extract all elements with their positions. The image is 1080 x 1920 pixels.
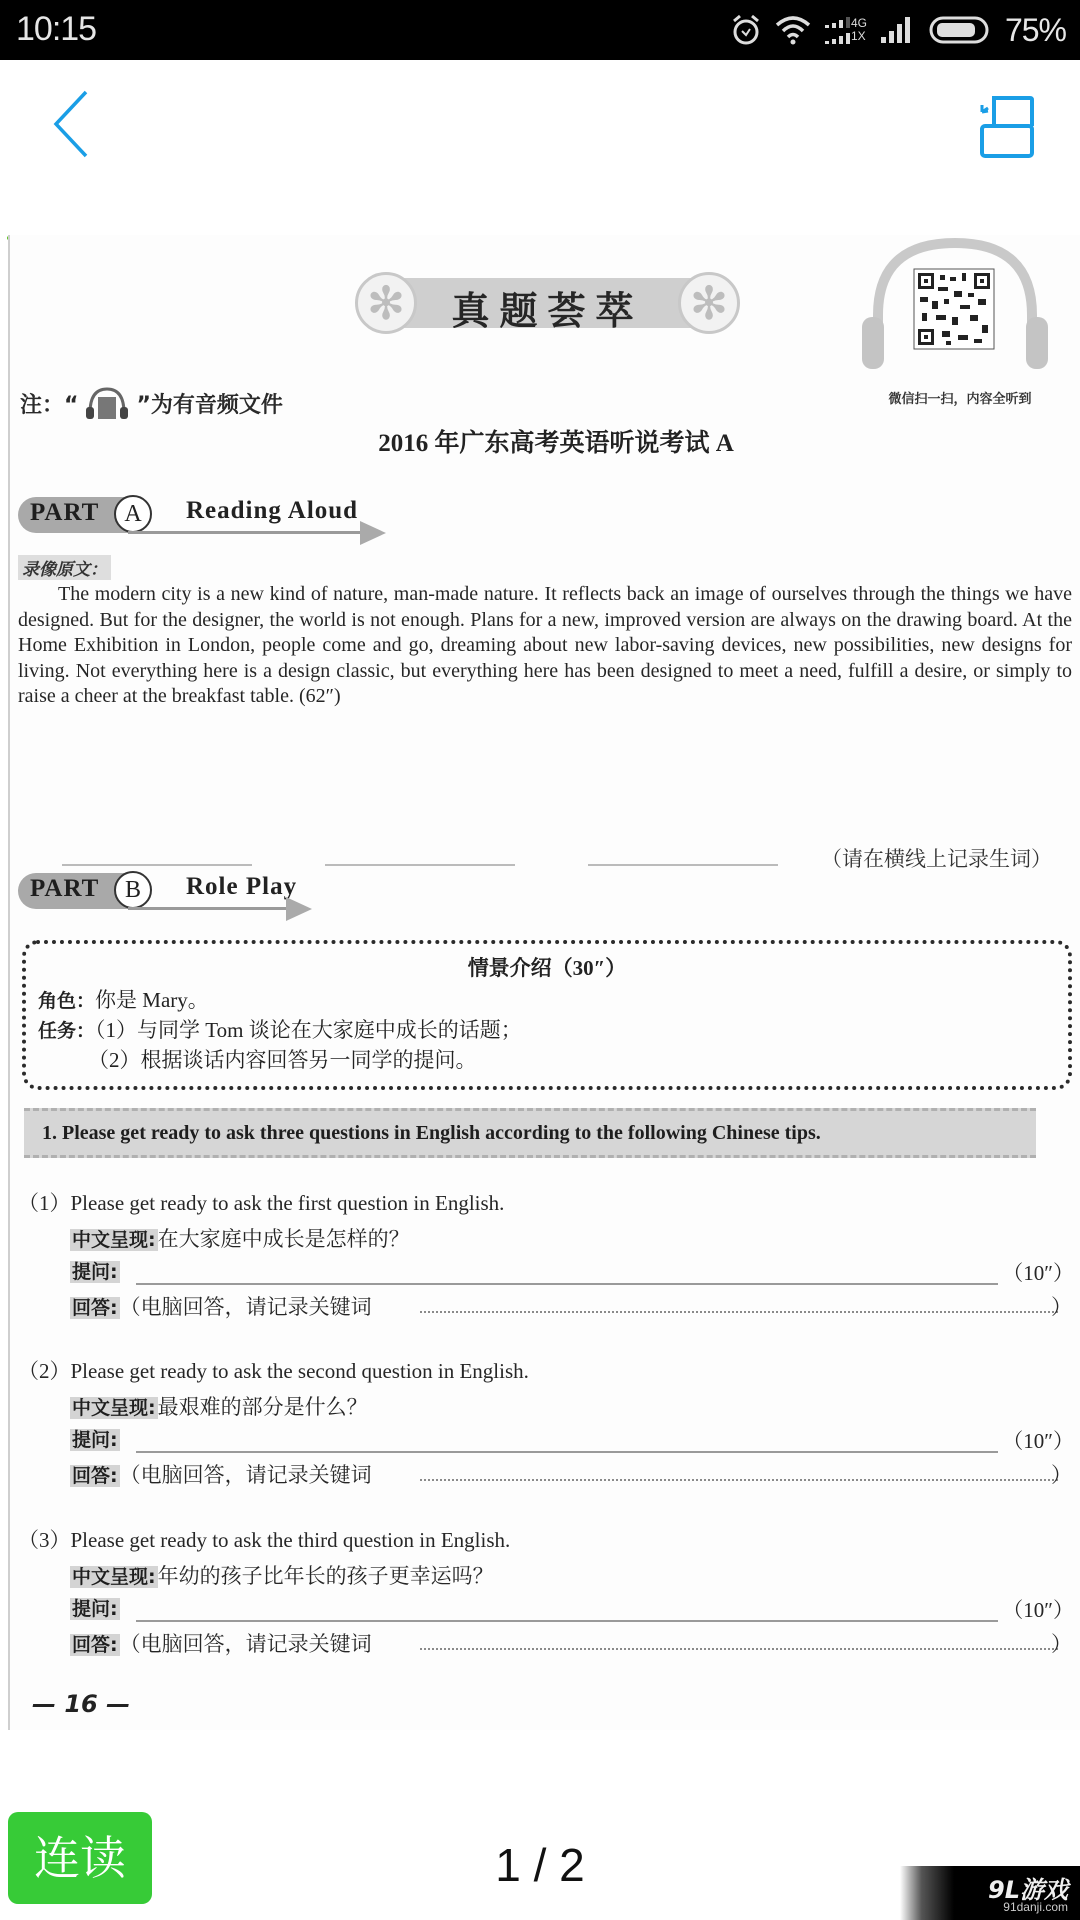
time-limit: （10″）	[1002, 1261, 1074, 1285]
ask-blank[interactable]	[136, 1620, 998, 1622]
ask-label-row	[70, 1594, 120, 1621]
arrow-right-icon	[360, 521, 386, 545]
cn-label: 中文呈现:	[72, 1566, 156, 1588]
chevron-left-icon	[48, 88, 98, 160]
scenario-task-2: （2）根据谈话内容回答另一同学的提问。	[88, 1048, 477, 1072]
answer-blank[interactable]	[420, 1479, 1058, 1481]
qr-headphones-graphic	[850, 235, 1060, 410]
headphones-icon	[850, 235, 1060, 385]
question-head: （1）Please get ready to ask the first question in English.	[18, 1191, 505, 1215]
note-prefix: 注：“	[20, 392, 79, 418]
answer-close: ）	[1051, 1295, 1072, 1319]
answer-row	[70, 1291, 372, 1321]
note-suffix: ”为有音频文件	[136, 392, 283, 418]
asterisk-icon: ✻	[678, 272, 740, 334]
answer-label: 回答:	[72, 1465, 118, 1487]
audio-file-icon	[82, 385, 132, 421]
continuous-read-button[interactable]: 连读	[8, 1812, 152, 1904]
rotate-screen-button[interactable]	[972, 90, 1036, 160]
time-limit: （10″）	[1002, 1598, 1074, 1622]
ask-blank[interactable]	[136, 1283, 998, 1285]
question-head: （2）Please get ready to ask the second question in English.	[18, 1359, 529, 1383]
part-a-header	[18, 493, 398, 537]
part-label: PART	[30, 499, 100, 526]
part-letter: B	[114, 871, 152, 909]
part-b-header	[18, 869, 318, 913]
task-text: （1）与同学 Tom 谈论在大家庭中成长的话题；	[95, 1018, 522, 1042]
scenario-title: 情景介绍（30″）	[467, 956, 627, 980]
scenario-task-1	[38, 1014, 522, 1044]
answer-text: （电脑回答，请记录关键词	[119, 1463, 372, 1487]
ask-label-row	[70, 1425, 120, 1452]
cn-text: 在大家庭中成长是怎样的？	[157, 1227, 410, 1251]
cn-text: 年幼的孩子比年长的孩子更幸运吗？	[157, 1564, 494, 1588]
part-underline	[128, 907, 288, 910]
asterisk-icon: ✻	[355, 272, 417, 334]
back-button[interactable]	[48, 88, 98, 160]
role-text: 你是 Mary。	[95, 988, 209, 1012]
net-type-top: 4G	[850, 16, 867, 30]
answer-label: 回答:	[72, 1297, 118, 1319]
battery-icon	[929, 15, 991, 45]
exam-title: 2016 年广东高考英语听说考试 A	[378, 430, 734, 457]
chinese-prompt	[70, 1391, 368, 1421]
page-indicator: 1 / 2	[495, 1839, 585, 1891]
part-title: Reading Aloud	[186, 497, 359, 524]
scenario-role	[38, 984, 209, 1014]
ask-blank[interactable]	[136, 1451, 998, 1453]
answer-row	[70, 1459, 372, 1489]
vocab-hint: （请在横线上记录生词）	[821, 847, 1052, 871]
answer-text: （电脑回答，请记录关键词	[119, 1632, 372, 1656]
chinese-prompt	[70, 1560, 494, 1590]
part-title: Role Play	[186, 873, 298, 900]
answer-label: 回答:	[72, 1634, 118, 1656]
banner-title: 真题荟萃	[451, 289, 644, 333]
signal-icon	[881, 15, 915, 45]
watermark	[900, 1866, 1080, 1920]
question-3	[10, 1524, 1080, 1694]
cn-text: 最艰难的部分是什么？	[157, 1395, 368, 1419]
net-type-bottom: 1X	[850, 29, 866, 43]
page-number: — 16 —	[32, 1690, 131, 1718]
source-label: 录像原文：	[18, 555, 111, 580]
watermark-logo: 9L游戏	[988, 1876, 1068, 1904]
answer-blank[interactable]	[420, 1311, 1058, 1313]
top-nav-bar	[0, 60, 1080, 190]
watermark-url: 91danji.com	[1003, 1900, 1068, 1914]
signal-4g-icon	[825, 15, 867, 45]
scenario-box	[22, 940, 1072, 1090]
ask-label: 提问:	[72, 1429, 118, 1451]
section-banner	[355, 272, 740, 334]
ask-label: 提问:	[72, 1261, 118, 1283]
vocab-blank-3[interactable]	[588, 864, 778, 866]
chinese-prompt	[70, 1223, 410, 1253]
answer-close: ）	[1051, 1632, 1072, 1656]
reading-passage: The modern city is a new kind of nature, man-made nature. It reflects back an image of ourselves through the things we have designed. But for the designer, the world is not enough. Plans for a new, improved version are always on the drawing board. At the Home Exhibition in London, people come and go, dreaming about new labor-saving devices, new possibilities, new designs for living. Not everything here is a design classic, but everything here has been designed to meet a need, fulfill a desire, or simply to raise a cheer at the breakfast table. (62″)	[18, 583, 1072, 707]
clock: 10:15	[16, 10, 97, 48]
battery-percent: 75%	[1004, 11, 1066, 48]
qr-caption: 微信扫一扫，内容全听到	[888, 392, 1032, 407]
question-head: （3）Please get ready to ask the third question in English.	[18, 1528, 511, 1552]
vocab-blank-1[interactable]	[62, 864, 252, 866]
answer-row	[70, 1628, 372, 1658]
time-limit: （10″）	[1002, 1429, 1074, 1453]
rotate-screen-icon	[972, 90, 1036, 160]
audio-note	[20, 385, 283, 421]
question-1	[10, 1187, 1080, 1357]
instruction-banner: 1. Please get ready to ask three questions in English according to the following Chinese tips.	[24, 1108, 1036, 1158]
question-2	[10, 1355, 1080, 1525]
arrow-right-icon	[286, 897, 312, 921]
task-label: 任务：	[38, 1020, 96, 1042]
part-label: PART	[30, 875, 100, 902]
status-bar	[0, 0, 1080, 60]
answer-close: ）	[1051, 1463, 1072, 1487]
wifi-icon	[775, 15, 811, 45]
alarm-icon	[731, 14, 761, 46]
cn-label: 中文呈现:	[72, 1397, 156, 1419]
ask-label-row	[70, 1257, 120, 1284]
document-page[interactable]	[8, 235, 1080, 1730]
cn-label: 中文呈现:	[72, 1229, 156, 1251]
role-label: 角色：	[38, 990, 96, 1012]
ask-label: 提问:	[72, 1598, 118, 1620]
answer-blank[interactable]	[420, 1648, 1058, 1650]
vocab-blank-2[interactable]	[325, 864, 515, 866]
answer-text: （电脑回答，请记录关键词	[119, 1295, 372, 1319]
part-underline	[128, 531, 363, 534]
part-letter: A	[114, 495, 152, 533]
